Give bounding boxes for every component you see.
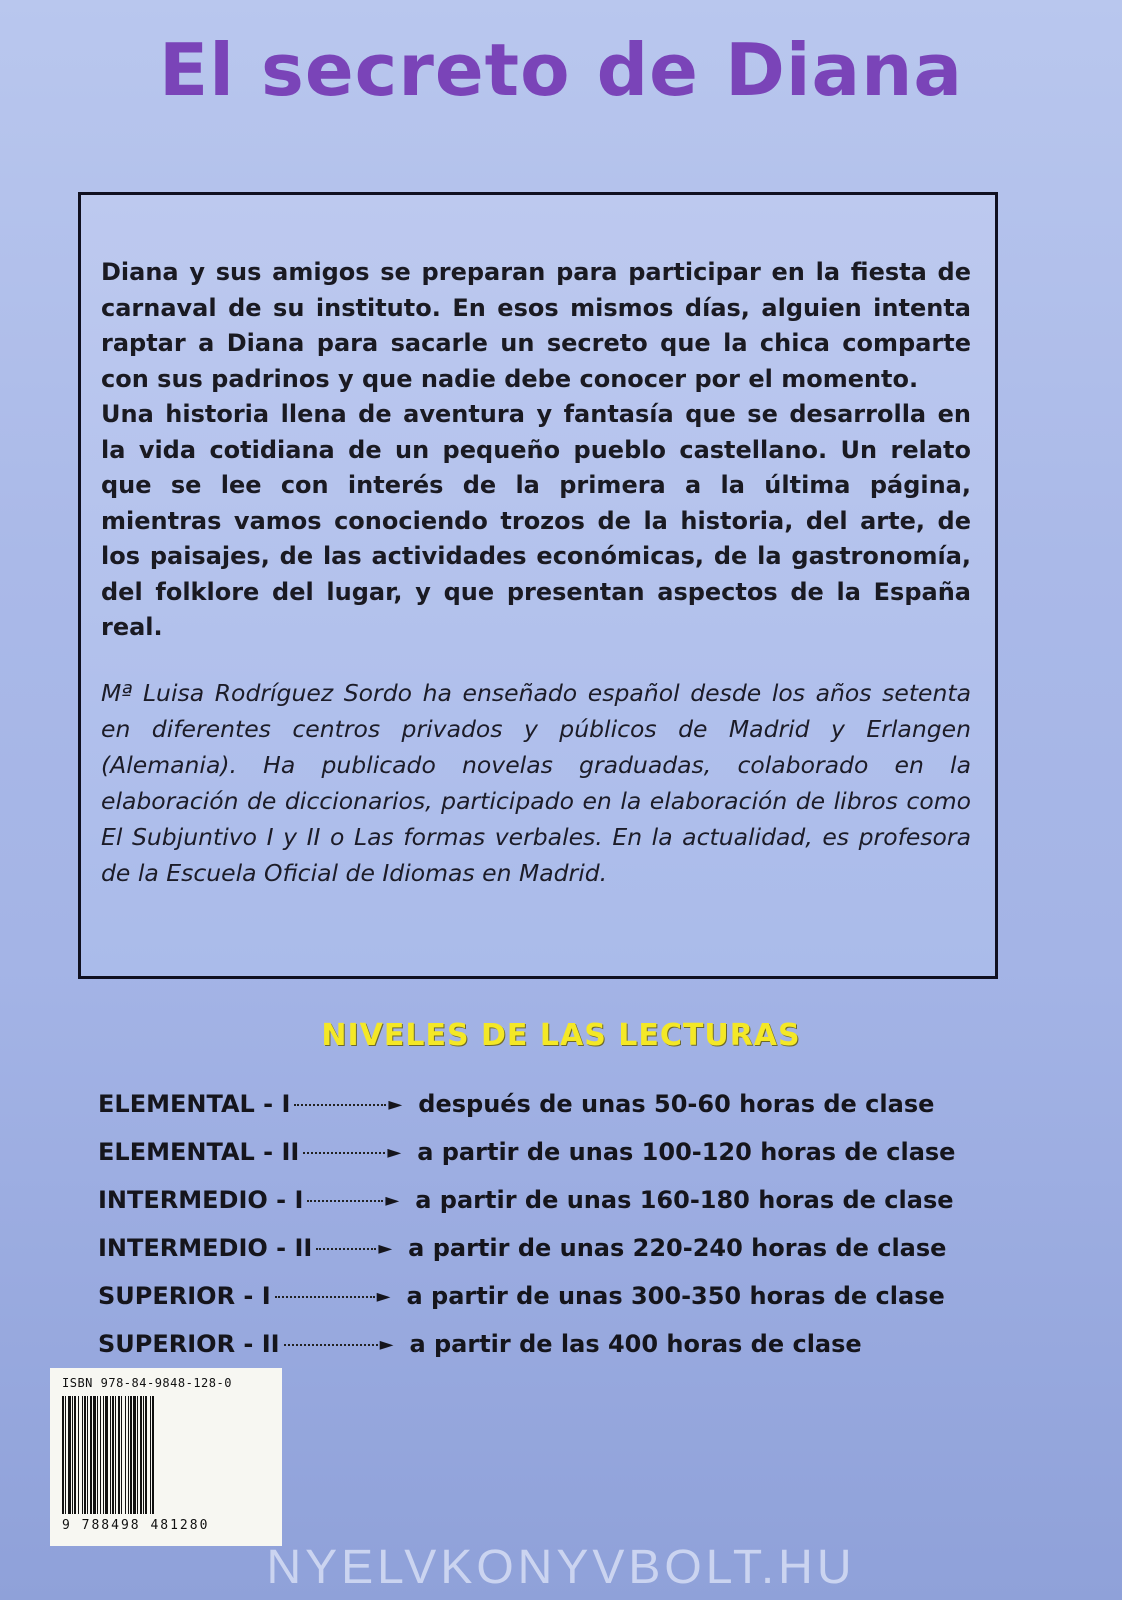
arrow-right-icon: ►: [387, 1141, 402, 1163]
arrow-right-icon: ►: [379, 1333, 394, 1355]
level-name: ELEMENTAL - I: [98, 1090, 291, 1118]
level-description: a partir de unas 100-120 horas de clase: [417, 1138, 956, 1166]
level-description: después de unas 50-60 horas de clase: [418, 1090, 935, 1118]
level-row: [98, 1176, 998, 1224]
arrow-right-icon: ►: [385, 1189, 400, 1211]
synopsis: [101, 255, 971, 646]
dotted-leader: [307, 1198, 383, 1202]
barcode-bar: [154, 1396, 155, 1514]
dotted-leader: [316, 1246, 376, 1250]
description-box: [78, 192, 998, 979]
dotted-leader: [294, 1102, 386, 1106]
arrow-right-icon: ►: [378, 1237, 393, 1259]
watermark: NYELVKONYVBOLT.HU: [266, 1541, 856, 1594]
synopsis-paragraph-1: Diana y sus amigos se preparan para participar en la fiesta de carnaval de su instituto. En esos mismos días, alguien intenta raptar a Diana para sacarle un secreto que la chica comparte con sus padrinos y que nadie debe conocer por el momento.: [101, 258, 971, 393]
barcode-bars: [62, 1396, 270, 1514]
level-name: INTERMEDIO - II: [98, 1234, 313, 1262]
level-description: a partir de unas 300-350 horas de clase: [406, 1282, 945, 1310]
author-bio: Mª Luisa Rodríguez Sordo ha enseñado español desde los años setenta en diferentes centros privados y públicos de Madrid y Erlangen (Alemania). Ha publicado novelas graduadas, colaborado en la elaboración de diccionarios, participado en la elaboración de libros como El Subjuntivo I y II o Las formas verbales. En la actualidad, es profesora de la Escuela Oficial de Idiomas en Madrid.: [101, 679, 971, 887]
level-name: SUPERIOR - II: [98, 1330, 280, 1358]
dotted-leader: [284, 1342, 378, 1346]
level-name: ELEMENTAL - II: [98, 1138, 300, 1166]
levels-list: [98, 1080, 998, 1368]
book-title: El secreto de Diana: [159, 28, 963, 112]
level-row: [98, 1272, 998, 1320]
synopsis-paragraph-2: Una historia llena de aventura y fantasía que se desarrolla en la vida cotidiana de un pequeño pueblo castellano. Un relato que se lee con interés de la primera a la última página, mientras vamos conociendo trozos de la historia, del arte, de los paisajes, de las actividades económicas, de la gastronomía, del folklore del lugar, y que presentan aspectos de la España real.: [101, 400, 971, 641]
isbn-label: ISBN 978-84-9848-128-0: [62, 1376, 232, 1390]
dotted-leader: [275, 1294, 375, 1298]
arrow-right-icon: ►: [376, 1285, 391, 1307]
level-description: a partir de unas 220-240 horas de clase: [408, 1234, 947, 1262]
level-description: a partir de unas 160-180 horas de clase: [415, 1186, 954, 1214]
level-row: [98, 1128, 998, 1176]
level-row: [98, 1320, 998, 1368]
barcode: [50, 1368, 282, 1546]
levels-heading: NIVELES DE LAS LECTURAS: [321, 1018, 801, 1053]
level-name: SUPERIOR - I: [98, 1282, 271, 1310]
level-description: a partir de las 400 horas de clase: [409, 1330, 862, 1358]
dotted-leader: [303, 1150, 385, 1154]
level-name: INTERMEDIO - I: [98, 1186, 304, 1214]
level-row: [98, 1080, 998, 1128]
barcode-digits: 9 788498 481280: [62, 1518, 210, 1533]
arrow-right-icon: ►: [388, 1093, 403, 1115]
level-row: [98, 1224, 998, 1272]
